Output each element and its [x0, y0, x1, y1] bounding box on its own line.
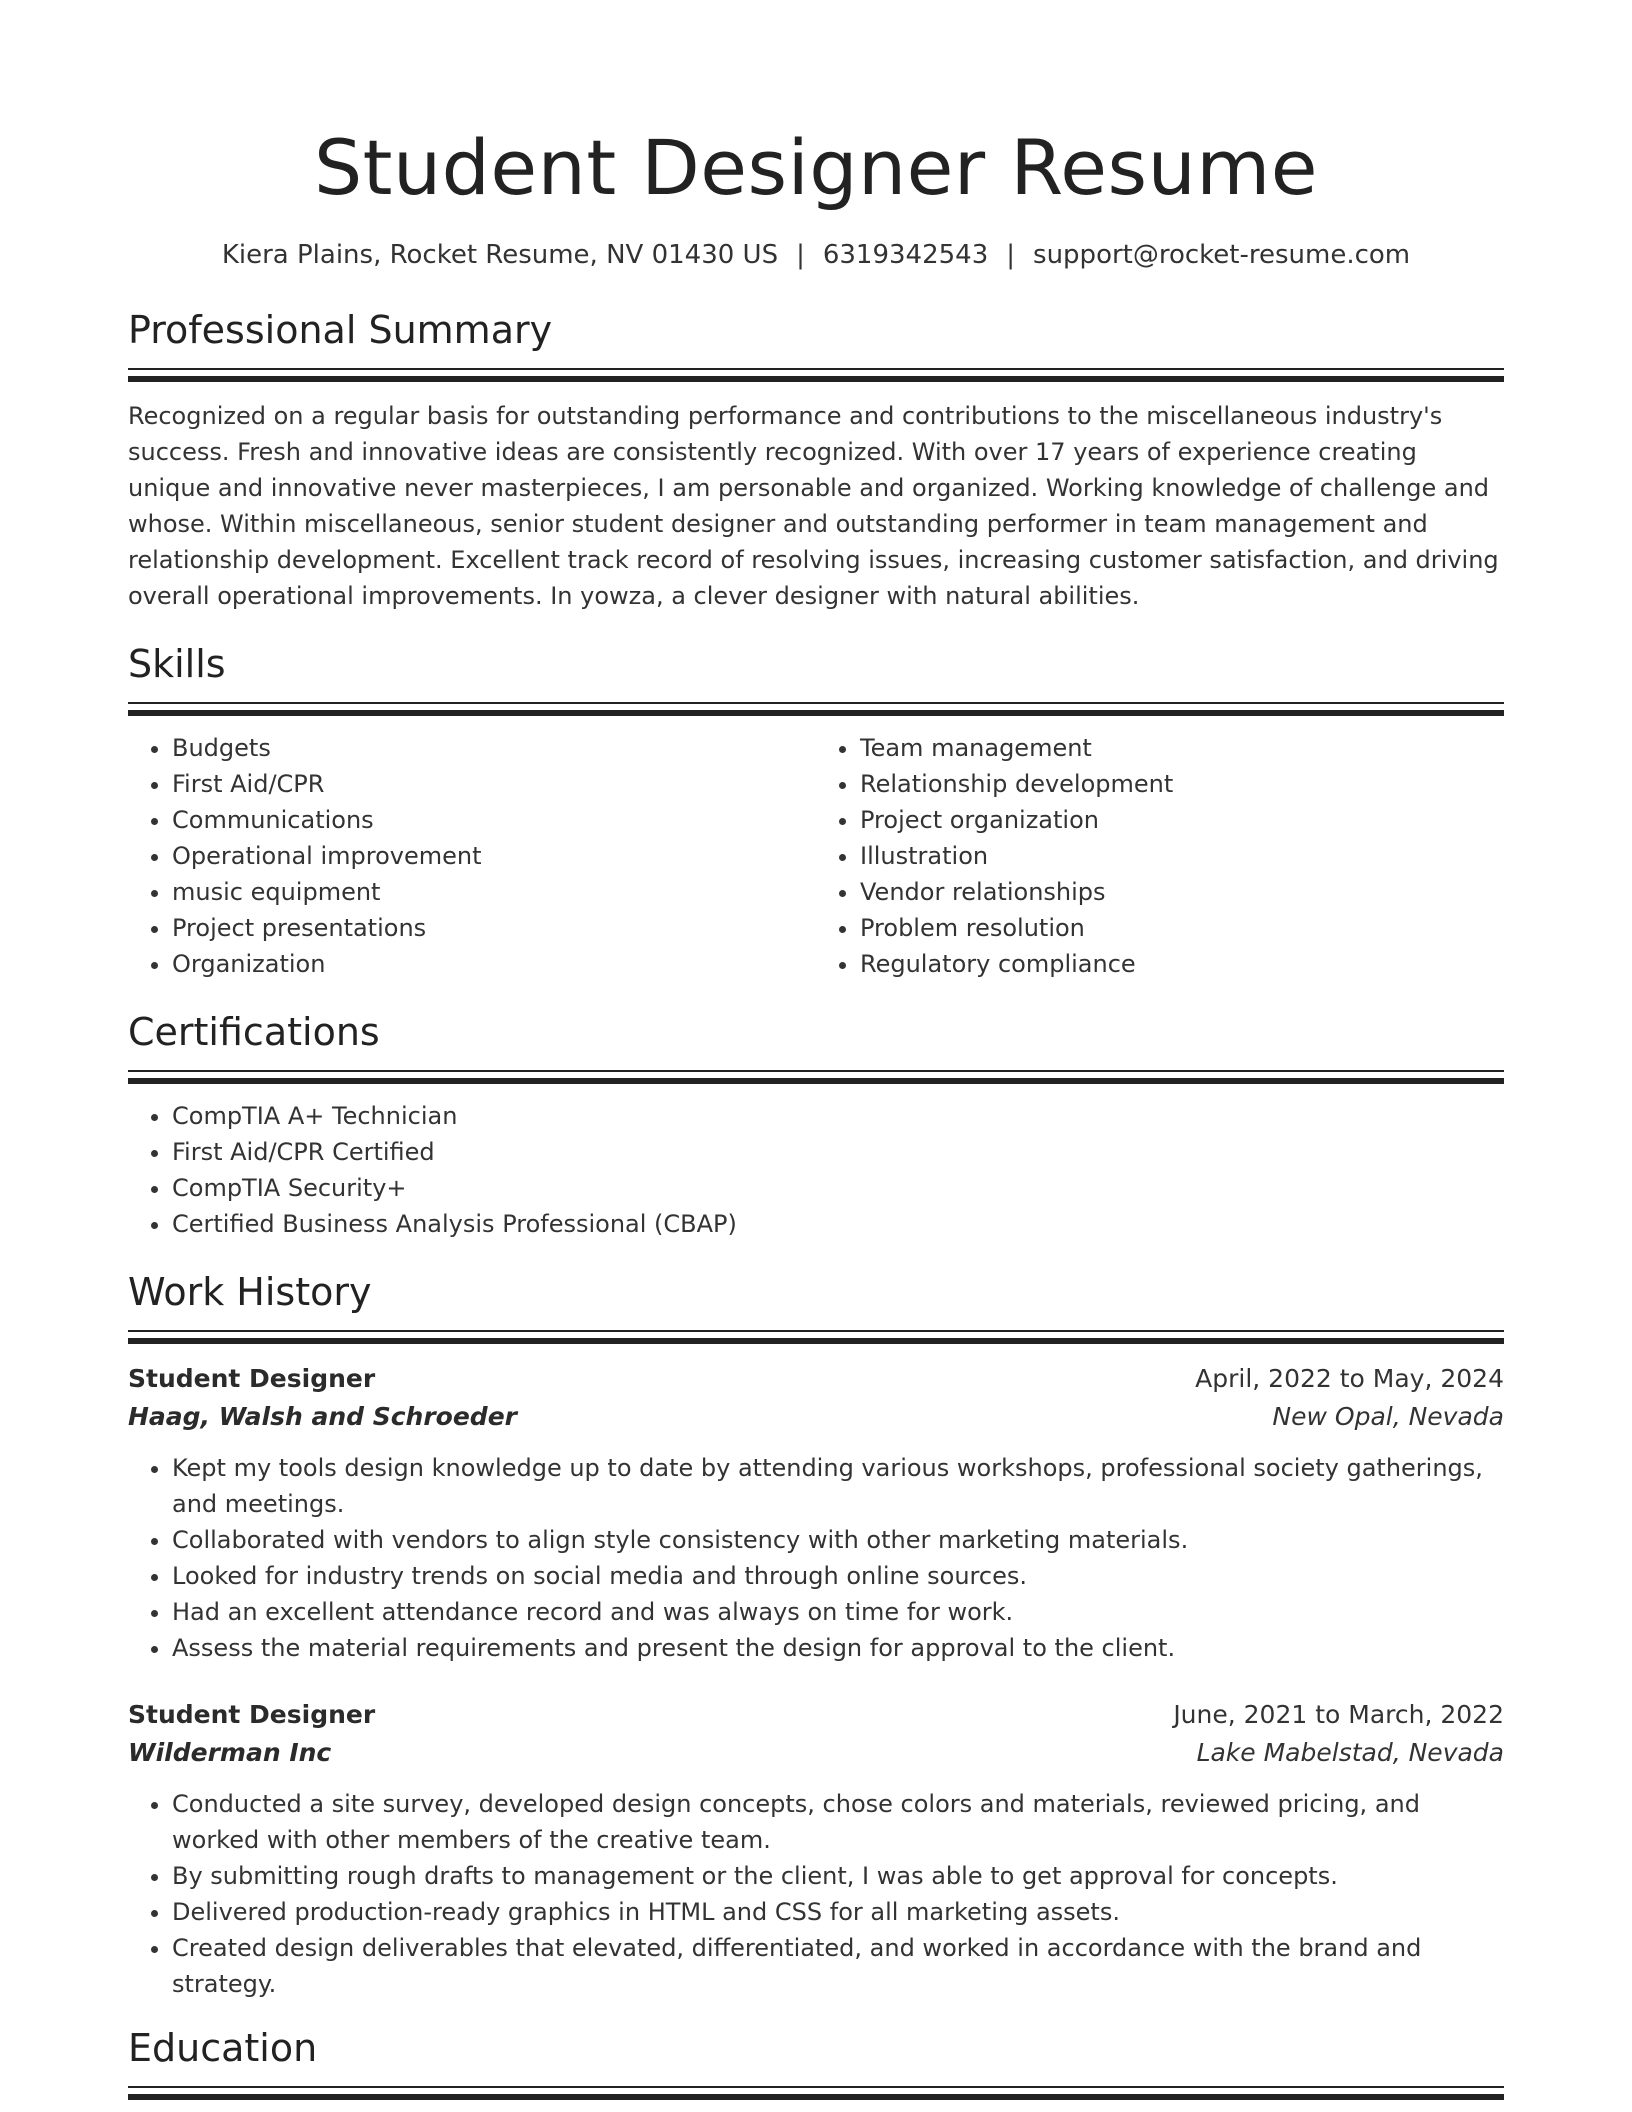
job-company: Haag, Walsh and Schroeder	[128, 1402, 517, 1431]
skill-item: • music equipment	[172, 874, 816, 910]
certification-item: • CompTIA Security+	[172, 1170, 1504, 1206]
section-heading-summary: Professional Summary	[128, 308, 553, 352]
job-bullet: • Delivered production-ready graphics in HTML and CSS for all marketing assets.	[172, 1894, 1504, 1930]
job-title: Student Designer	[128, 1700, 376, 1729]
certification-item: • First Aid/CPR Certified	[172, 1134, 1504, 1170]
job-bullet: • Created design deliverables that elevated, differentiated, and worked in accordance with the brand and strategy.	[172, 1930, 1504, 2002]
job-entry	[128, 1696, 1504, 2002]
section-divider	[128, 1330, 1504, 1344]
section-divider	[128, 2086, 1504, 2100]
skills-columns	[128, 730, 1504, 982]
job-dates: April, 2022 to May, 2024	[1195, 1364, 1504, 1393]
contact-separator: |	[796, 240, 805, 270]
skill-item: • Communications	[172, 802, 816, 838]
skills-column-left	[128, 730, 816, 982]
job-bullets	[128, 1450, 1504, 1666]
skills-section	[128, 640, 1504, 982]
job-bullet: • Assess the material requirements and present the design for approval to the client.	[172, 1630, 1504, 1666]
skills-list-right	[816, 730, 1504, 982]
section-heading-work-history: Work History	[128, 1270, 372, 1314]
section-heading-skills: Skills	[128, 642, 226, 686]
job-location: Lake Mabelstad, Nevada	[1196, 1738, 1504, 1767]
job-bullet: • Had an excellent attendance record and was always on time for work.	[172, 1594, 1504, 1630]
skills-list-left	[128, 730, 816, 982]
skill-item: • Organization	[172, 946, 816, 982]
skill-item: • Problem resolution	[860, 910, 1504, 946]
skill-item: • Illustration	[860, 838, 1504, 874]
contact-address: Kiera Plains, Rocket Resume, NV 01430 US	[221, 240, 779, 270]
skill-item: • Budgets	[172, 730, 816, 766]
education-section	[128, 2024, 1504, 2100]
certification-item: • CompTIA A+ Technician	[172, 1098, 1504, 1134]
contact-email: support@rocket-resume.com	[1033, 240, 1411, 270]
section-heading-certifications: Certifications	[128, 1010, 380, 1054]
work-history-section	[128, 1268, 1504, 2002]
job-bullet: • By submitting rough drafts to management or the client, I was able to get approval for concepts.	[172, 1858, 1504, 1894]
skill-item: • Project presentations	[172, 910, 816, 946]
section-divider	[128, 702, 1504, 716]
skill-item: • Vendor relationships	[860, 874, 1504, 910]
job-bullet: • Conducted a site survey, developed design concepts, chose colors and materials, reviewed pricing, and worked with other members of the creative team.	[172, 1786, 1504, 1858]
skill-item: • Team management	[860, 730, 1504, 766]
skills-column-right	[816, 730, 1504, 982]
certifications-list	[128, 1098, 1504, 1242]
summary-text: Recognized on a regular basis for outstanding performance and contributions to the miscellaneous industry's success. Fresh and innovative ideas are consistently recognized. With over 17 years of experience creating unique and innovative never masterpieces, I am personable and organized. Working knowledge of challenge and whose. Within miscellaneous, senior student designer and outstanding performer in team management and relationship development. Excellent track record of resolving issues, increasing customer satisfaction, and driving overall operational improvements. In yowza, a clever designer with natural abilities.	[128, 402, 1499, 610]
summary-section	[128, 306, 1504, 614]
certification-item: • Certified Business Analysis Professional (CBAP)	[172, 1206, 1504, 1242]
job-title: Student Designer	[128, 1364, 376, 1393]
job-bullet: • Looked for industry trends on social media and through online sources.	[172, 1558, 1504, 1594]
job-company: Wilderman Inc	[128, 1738, 332, 1767]
contact-line	[128, 238, 1504, 272]
job-bullet: • Collaborated with vendors to align style consistency with other marketing materials.	[172, 1522, 1504, 1558]
resume-title: Student Designer Resume	[313, 123, 1319, 212]
skill-item: • Regulatory compliance	[860, 946, 1504, 982]
skill-item: • First Aid/CPR	[172, 766, 816, 802]
section-divider	[128, 1070, 1504, 1084]
section-divider	[128, 368, 1504, 382]
skill-item: • Relationship development	[860, 766, 1504, 802]
contact-separator: |	[1006, 240, 1016, 270]
job-dates: June, 2021 to March, 2022	[1173, 1700, 1504, 1729]
job-entry	[128, 1360, 1504, 1666]
skill-item: • Project organization	[860, 802, 1504, 838]
job-location: New Opal, Nevada	[1272, 1402, 1504, 1431]
certifications-section	[128, 1008, 1504, 1242]
job-bullet: • Kept my tools design knowledge up to date by attending various workshops, professional society gatherings, and meetings.	[172, 1450, 1504, 1522]
contact-phone: 6319342543	[822, 240, 989, 270]
skill-item: • Operational improvement	[172, 838, 816, 874]
job-bullets	[128, 1786, 1504, 2002]
section-heading-education: Education	[128, 2026, 318, 2070]
